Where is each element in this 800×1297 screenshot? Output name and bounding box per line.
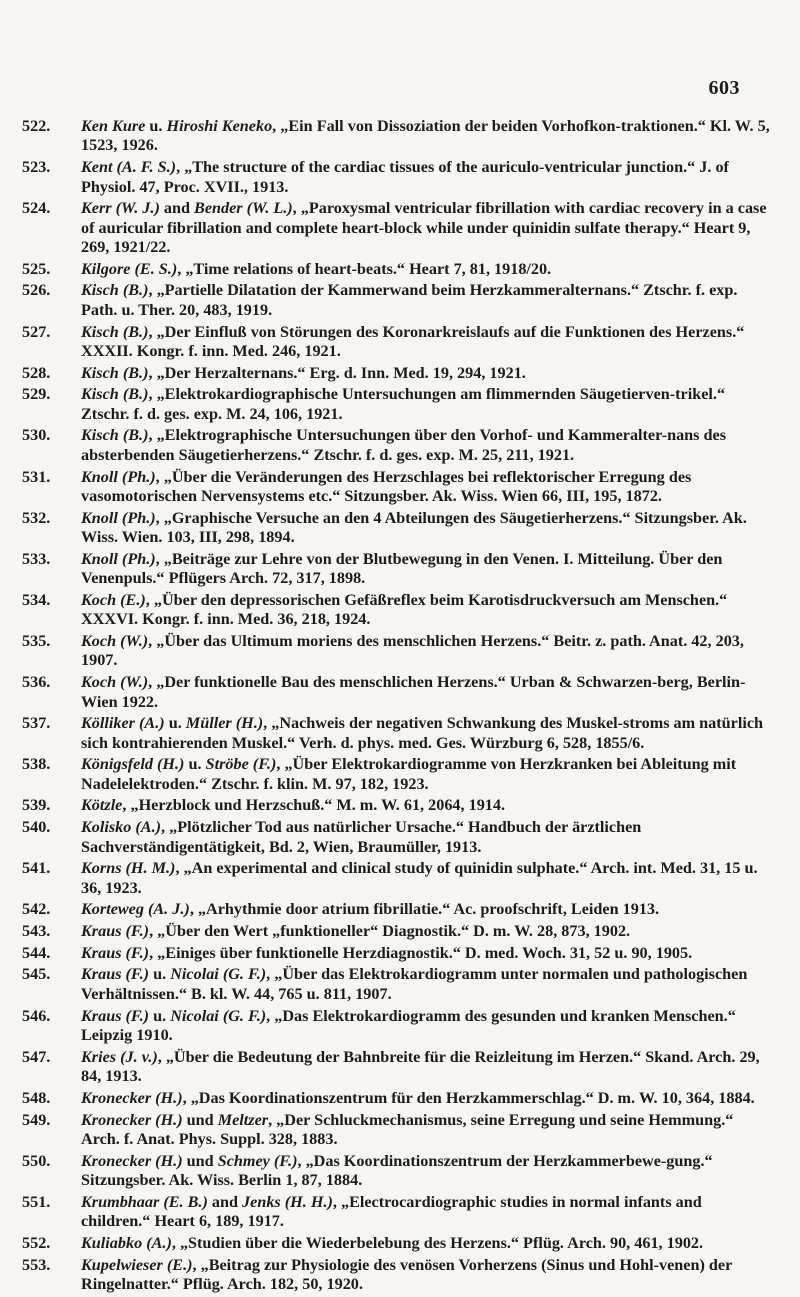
reference-author: Knoll (Ph.) [81, 467, 156, 486]
reference-author: Kraus (F.) [81, 965, 150, 984]
reference-author: Kraus (F.) [81, 1006, 150, 1025]
reference-number: 523. [22, 158, 51, 177]
reference-text: , „Der Schluckmechanismus, seine Erregung und seine Hemmung.“ Arch. f. Anat. Phys. Suppl. 328, 1883. [81, 1110, 734, 1148]
reference-number: 550. [22, 1151, 51, 1170]
reference-list [22, 117, 772, 1297]
reference-author: Kries (J. v.) [81, 1047, 158, 1066]
reference-text: und [182, 1151, 218, 1170]
reference-text: , „Über die Bedeutung der Bahnbreite für die Reizleitung im Herzen.“ Skand. Arch. 29, 84, 1913. [81, 1047, 760, 1086]
page-number: 603 [708, 77, 740, 99]
reference-text: , „Das Koordinationszentrum für den Herzkammerschlag.“ D. m. W. 10, 364, 1884. [182, 1088, 755, 1107]
reference-text: , „Beitrag zur Physiologie des venösen Vorherzens (Sinus und Hohl-venen) der Ringelnatter.“ Pflüg. Arch. 182, 50, 1920. [81, 1255, 732, 1293]
reference-author: Kisch (B.) [81, 426, 149, 445]
reference-number: 530. [22, 426, 51, 445]
reference-author: Königsfeld (H.) [81, 755, 185, 774]
reference-number: 524. [22, 199, 51, 218]
reference-entry [22, 1256, 772, 1295]
reference-entry [22, 796, 772, 815]
reference-entry [22, 755, 772, 794]
reference-entry [22, 673, 772, 712]
reference-text: u. [184, 755, 206, 774]
reference-text: , „Der Herzalternans.“ Erg. d. Inn. Med. 19, 294, 1921. [148, 363, 526, 382]
reference-author: Müller (H.) [185, 714, 264, 733]
reference-number: 531. [22, 467, 51, 486]
reference-text: , „Electrocardiographic studies in normal infants and children.“ Heart 6, 189, 1917. [81, 1192, 702, 1231]
reference-text: , „Über Elektrokardiogramme von Herzkranken bei Ableitung mit Nadelelektroden.“ Ztschr. f. klin. M. 97, 182, 1923. [81, 755, 737, 793]
reference-entry [22, 900, 772, 919]
reference-text: u. [149, 1006, 171, 1025]
reference-entry [22, 509, 772, 548]
reference-text: u. [149, 965, 171, 984]
reference-entry [22, 1152, 772, 1191]
reference-author: Kisch (B.) [81, 385, 149, 404]
reference-number: 541. [22, 859, 51, 878]
reference-number: 538. [22, 755, 51, 774]
reference-number: 548. [22, 1088, 51, 1107]
reference-author: Kraus (F.) [81, 922, 150, 941]
reference-entry [22, 468, 772, 507]
reference-entry [22, 1048, 772, 1087]
reference-text: and [159, 199, 195, 218]
reference-number: 533. [22, 549, 51, 568]
reference-text: , „Einiges über funktionelle Herzdiagnostik.“ D. med. Woch. 31, 52 u. 90, 1905. [149, 943, 693, 962]
reference-author: Nicolai (G. F.) [170, 1006, 267, 1025]
reference-author: Kisch (B.) [81, 322, 149, 341]
reference-author: Kilgore (E. S.) [81, 259, 178, 278]
reference-author: Korns (H. M.) [81, 859, 176, 878]
reference-number: 527. [22, 322, 51, 341]
reference-text: , „Elektrokardiographische Untersuchungen am flimmernden Säugetierven-trikel.“ Ztschr. f. d. ges. exp. M. 24, 106, 1921. [81, 385, 726, 423]
reference-number: 532. [22, 508, 51, 527]
reference-number: 529. [22, 385, 51, 404]
reference-author: Korteweg (A. J.) [81, 900, 190, 919]
reference-number: 547. [22, 1047, 51, 1066]
reference-text: , „Arhythmie door atrium fibrillatie.“ Ac. proofschrift, Leiden 1913. [189, 900, 660, 919]
reference-author: Knoll (Ph.) [81, 549, 156, 568]
reference-text: , „Partielle Dilatation der Kammerwand beim Herzkammeralternans.“ Ztschr. f. exp. Path. u. Ther. 20, 483, 1919. [81, 281, 738, 319]
reference-entry [22, 1111, 772, 1150]
reference-text: and [207, 1192, 243, 1211]
reference-text: , „Der Einfluß von Störungen des Koronarkreislaufs auf die Funktionen des Herzens.“ XXXII. Kongr. f. inn. Med. 246, 1921. [81, 322, 745, 360]
reference-author: Schmey (F.) [217, 1151, 298, 1170]
reference-entry [22, 117, 772, 156]
reference-number: 525. [22, 259, 51, 278]
reference-number: 544. [22, 943, 51, 962]
reference-author: Kent (A. F. S.) [81, 158, 177, 177]
reference-author: Koch (W.) [81, 673, 149, 692]
reference-number: 522. [22, 117, 51, 135]
reference-text: , „Über das Ultimum moriens des menschlichen Herzens.“ Beitr. z. path. Anat. 42, 203, 1907. [81, 632, 744, 670]
reference-author: Kötzle [81, 796, 123, 815]
reference-text: , „Studien über die Wiederbelebung des Herzens.“ Pflüg. Arch. 90, 461, 1902. [171, 1233, 704, 1252]
reference-entry [22, 281, 772, 320]
reference-number: 536. [22, 673, 51, 692]
reference-author: Kronecker (H.) [81, 1088, 183, 1107]
reference-number: 534. [22, 590, 51, 609]
reference-entry [22, 1234, 772, 1253]
reference-number: 540. [22, 818, 51, 837]
reference-entry [22, 550, 772, 589]
reference-entry [22, 385, 772, 424]
reference-text: u. [145, 117, 167, 135]
reference-author: Koch (W.) [81, 632, 149, 651]
reference-entry [22, 1193, 772, 1232]
reference-author: Kraus (F.) [81, 943, 150, 962]
reference-entry [22, 714, 772, 753]
reference-author: Meltzer [217, 1110, 269, 1129]
reference-number: 553. [22, 1255, 51, 1274]
reference-number: 545. [22, 965, 51, 984]
reference-text: , „Über die Veränderungen des Herzschlages bei reflektorischer Erregung des vasomotorischen Nervensystems etc.“ Sitzungsber. Ak. Wiss. Wien 66, III, 195, 1872. [81, 467, 692, 505]
reference-entry [22, 158, 772, 197]
reference-entry [22, 364, 772, 383]
reference-text: , „Elektrographische Untersuchungen über den Vorhof- und Kammeralter-nans des absterbenden Säugetierherzens.“ Ztschr. f. d. ges. exp. M. 25, 211, 1921. [81, 426, 727, 464]
reference-number: 552. [22, 1233, 51, 1252]
reference-author: Jenks (H. H.) [242, 1192, 333, 1211]
reference-author: Knoll (Ph.) [81, 508, 156, 527]
reference-text: , „Beiträge zur Lehre von der Blutbewegung in den Venen. I. Mitteilung. Über den Venenpuls.“ Pflügers Arch. 72, 317, 1898. [81, 549, 723, 588]
reference-number: 542. [22, 900, 51, 919]
reference-entry [22, 944, 772, 963]
reference-entry [22, 591, 772, 630]
reference-author: Kronecker (H.) [81, 1151, 183, 1170]
reference-text: , „Über das Elektrokardiogramm unter normalen und pathologischen Verhältnissen.“ B. kl. W. 44, 765 u. 811, 1907. [81, 965, 748, 1003]
reference-author: Krumbhaar (E. B.) [81, 1192, 208, 1211]
reference-text: , „The structure of the cardiac tissues of the auriculo-ventricular junction.“ J. of Physiol. 47, Proc. XVII., 1913. [81, 158, 729, 196]
reference-text: u. [164, 714, 186, 733]
reference-author: Kölliker (A.) [81, 714, 165, 733]
reference-author: Ströbe (F.) [205, 755, 277, 774]
reference-number: 528. [22, 363, 51, 382]
reference-text: , „Paroxysmal ventricular fibrillation with cardiac recovery in a case of auricular fibrillation and complete heart-block while under quinidin sulfate therapy.“ Heart 9, 269, 1921/22. [81, 199, 767, 257]
reference-number: 526. [22, 281, 51, 300]
reference-entry [22, 965, 772, 1004]
reference-number: 551. [22, 1192, 51, 1211]
reference-text: , „Das Elektrokardiogramm des gesunden und kranken Menschen.“ Leipzig 1910. [81, 1006, 736, 1044]
reference-author: Kuliabko (A.) [81, 1233, 172, 1252]
reference-author: Bender (W. L.) [194, 199, 293, 218]
reference-entry [22, 632, 772, 671]
reference-text: , „Über den Wert „funktioneller“ Diagnostik.“ D. m. W. 28, 873, 1902. [149, 922, 631, 941]
reference-author: Kerr (W. J.) [81, 199, 160, 218]
reference-number: 549. [22, 1110, 51, 1129]
reference-text: , „Herzblock und Herzschuß.“ M. m. W. 61, 2064, 1914. [122, 796, 506, 815]
reference-entry [22, 922, 772, 941]
reference-entry [22, 426, 772, 465]
reference-number: 537. [22, 714, 51, 733]
reference-text: , „Ein Fall von Dissoziation der beiden Vorhofkon-traktionen.“ Kl. W. 5, 1523, 1926. [81, 117, 770, 155]
reference-entry [22, 260, 772, 279]
reference-entry [22, 1089, 772, 1108]
reference-text: , „An experimental and clinical study of quinidin sulphate.“ Arch. int. Med. 31, 15 u. 36, 1923. [81, 859, 758, 897]
reference-text: , „Nachweis der negativen Schwankung des Muskel-stroms am natürlich sich kontrahierenden Muskel.“ Verh. d. phys. med. Ges. Würzburg 6, 528, 1855/6. [81, 714, 764, 752]
reference-entry [22, 818, 772, 857]
reference-text: und [182, 1110, 218, 1129]
reference-text: , „Der funktionelle Bau des menschlichen Herzens.“ Urban & Schwarzen-berg, Berlin-Wien 1922. [81, 673, 746, 711]
reference-author: Kolisko (A.) [81, 818, 162, 837]
reference-author: Hiroshi Keneko [166, 117, 273, 135]
reference-author: Kisch (B.) [81, 281, 149, 300]
reference-text: , „Das Koordinationszentrum der Herzkammerbewe-gung.“ Sitzungsber. Ak. Wiss. Berlin 1, 87, 1884. [81, 1151, 713, 1190]
reference-entry [22, 1007, 772, 1046]
reference-author: Kupelwieser (E.) [81, 1255, 193, 1274]
reference-entry [22, 199, 772, 257]
reference-text: , „Graphische Versuche an den 4 Abteilungen des Säugetierherzens.“ Sitzungsber. Ak. Wiss. Wien. 103, III, 298, 1894. [81, 508, 747, 547]
reference-number: 543. [22, 922, 51, 941]
reference-text: , „Plötzlicher Tod aus natürlicher Ursache.“ Handbuch der ärztlichen Sachverständigentätigkeit, Bd. 2, Wien, Braumüller, 1913. [81, 818, 642, 856]
reference-text: , „Time relations of heart-beats.“ Heart 7, 81, 1918/20. [177, 259, 552, 278]
reference-number: 539. [22, 796, 51, 815]
reference-author: Kronecker (H.) [81, 1110, 183, 1129]
reference-entry [22, 859, 772, 898]
reference-number: 546. [22, 1006, 51, 1025]
reference-text: , „Über den depressorischen Gefäßreflex beim Karotisdruckversuch am Menschen.“ XXXVI. Kongr. f. inn. Med. 36, 218, 1924. [81, 590, 728, 629]
reference-number: 535. [22, 632, 51, 651]
reference-author: Nicolai (G. F.) [170, 965, 267, 984]
reference-author: Koch (E.) [81, 590, 146, 609]
reference-author: Kisch (B.) [81, 363, 149, 382]
reference-author: Ken Kure [81, 117, 146, 135]
reference-entry [22, 323, 772, 362]
